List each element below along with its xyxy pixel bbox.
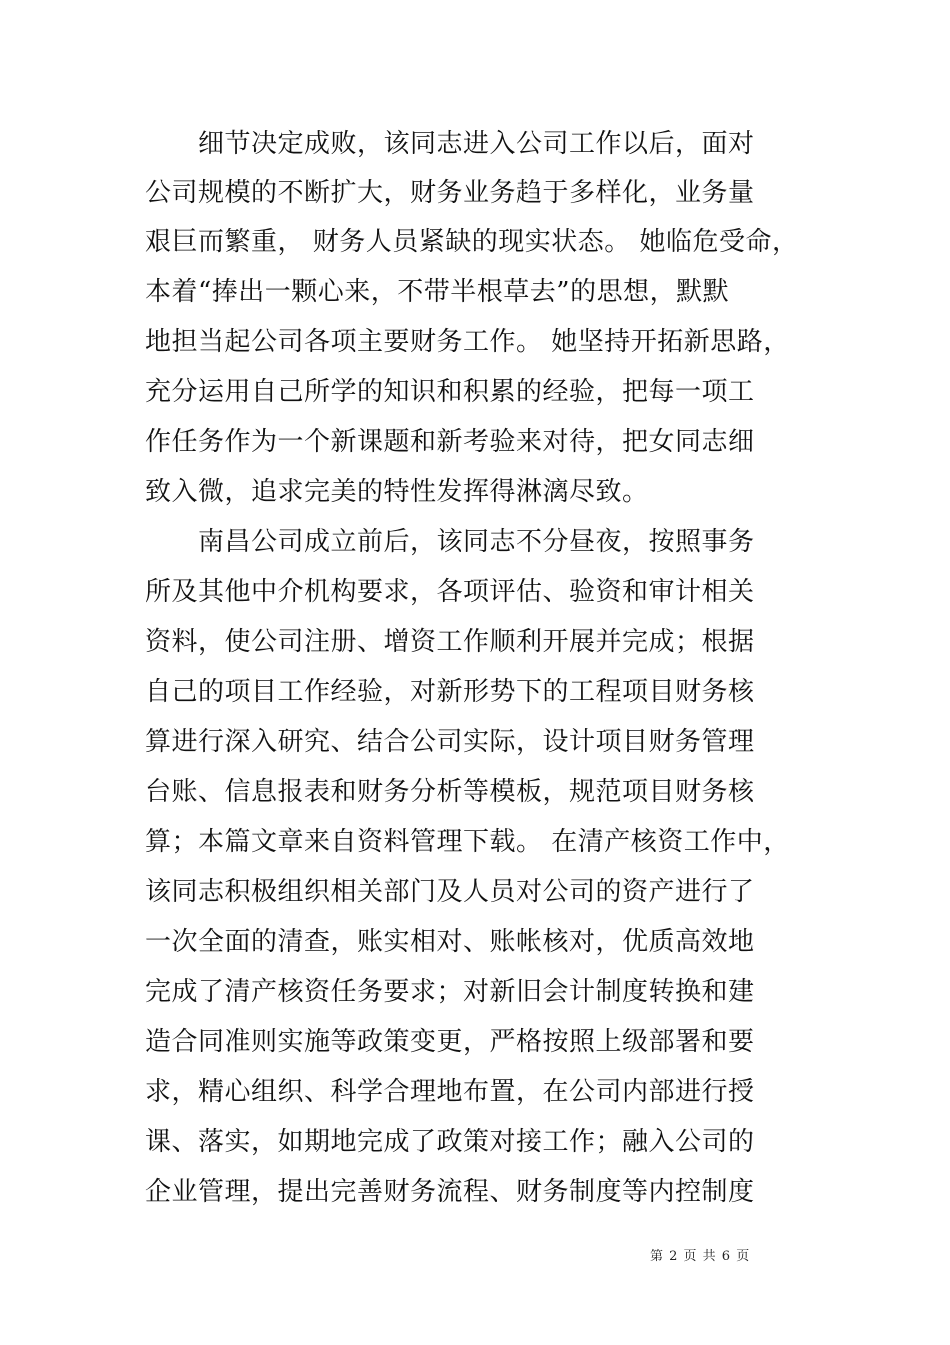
body-text-line: 南昌公司成立前后，该同志不分昼夜，按照事务 [145, 527, 755, 557]
body-text-line: 致入微，追求完美的特性发挥得淋漓尽致。 [145, 477, 649, 507]
body-text-line: 艰巨而繁重， 财务人员紧缺的现实状态。 她临危受命， [145, 227, 799, 257]
body-text-line: 企业管理，提出完善财务流程、财务制度等内控制度 [145, 1177, 755, 1207]
body-text-line: 求，精心组织、科学合理地布置，在公司内部进行授 [145, 1077, 755, 1107]
body-text-line: 公司规模的不断扩大，财务业务趋于多样化，业务量 [145, 178, 755, 208]
body-text-line: 台账、信息报表和财务分析等模板，规范项目财务核 [145, 777, 755, 807]
body-text-line: 完成了清产核资任务要求；对新旧会计制度转换和建 [145, 977, 755, 1007]
body-text-line: 自己的项目工作经验，对新形势下的工程项目财务核 [145, 677, 755, 707]
body-text-line: 一次全面的清查，账实相对、账帐核对，优质高效地 [145, 927, 755, 957]
body-text-line: 细节决定成败，该同志进入公司工作以后，面对 [145, 129, 755, 159]
body-text-line: 该同志积极组织相关部门及人员对公司的资产进行了 [145, 877, 755, 907]
body-text-line: 造合同准则实施等政策变更，严格按照上级部署和要 [145, 1027, 755, 1057]
body-text-line: 作任务作为一个新课题和新考验来对待，把女同志细 [145, 427, 755, 457]
body-text-line: 本着“捧出一颗心来，不带半根草去”的思想，默默 [145, 277, 730, 307]
body-text-line: 算进行深入研究、结合公司实际，设计项目财务管理 [145, 727, 755, 757]
body-text-line: 课、落实，如期地完成了政策对接工作；融入公司的 [145, 1127, 755, 1157]
body-text-line: 地担当起公司各项主要财务工作。 她坚持开拓新思路， [145, 327, 790, 357]
body-text-line: 充分运用自己所学的知识和积累的经验，把每一项工 [145, 377, 755, 407]
body-text-line: 算；本篇文章来自资料管理下载。 在清产核资工作中， [145, 827, 790, 857]
body-text-line: 所及其他中介机构要求，各项评估、验资和审计相关 [145, 577, 755, 607]
body-text-line: 资料，使公司注册、增资工作顺利开展并完成；根据 [145, 627, 755, 657]
page-number-footer: 第 2 页 共 6 页 [650, 1249, 751, 1264]
